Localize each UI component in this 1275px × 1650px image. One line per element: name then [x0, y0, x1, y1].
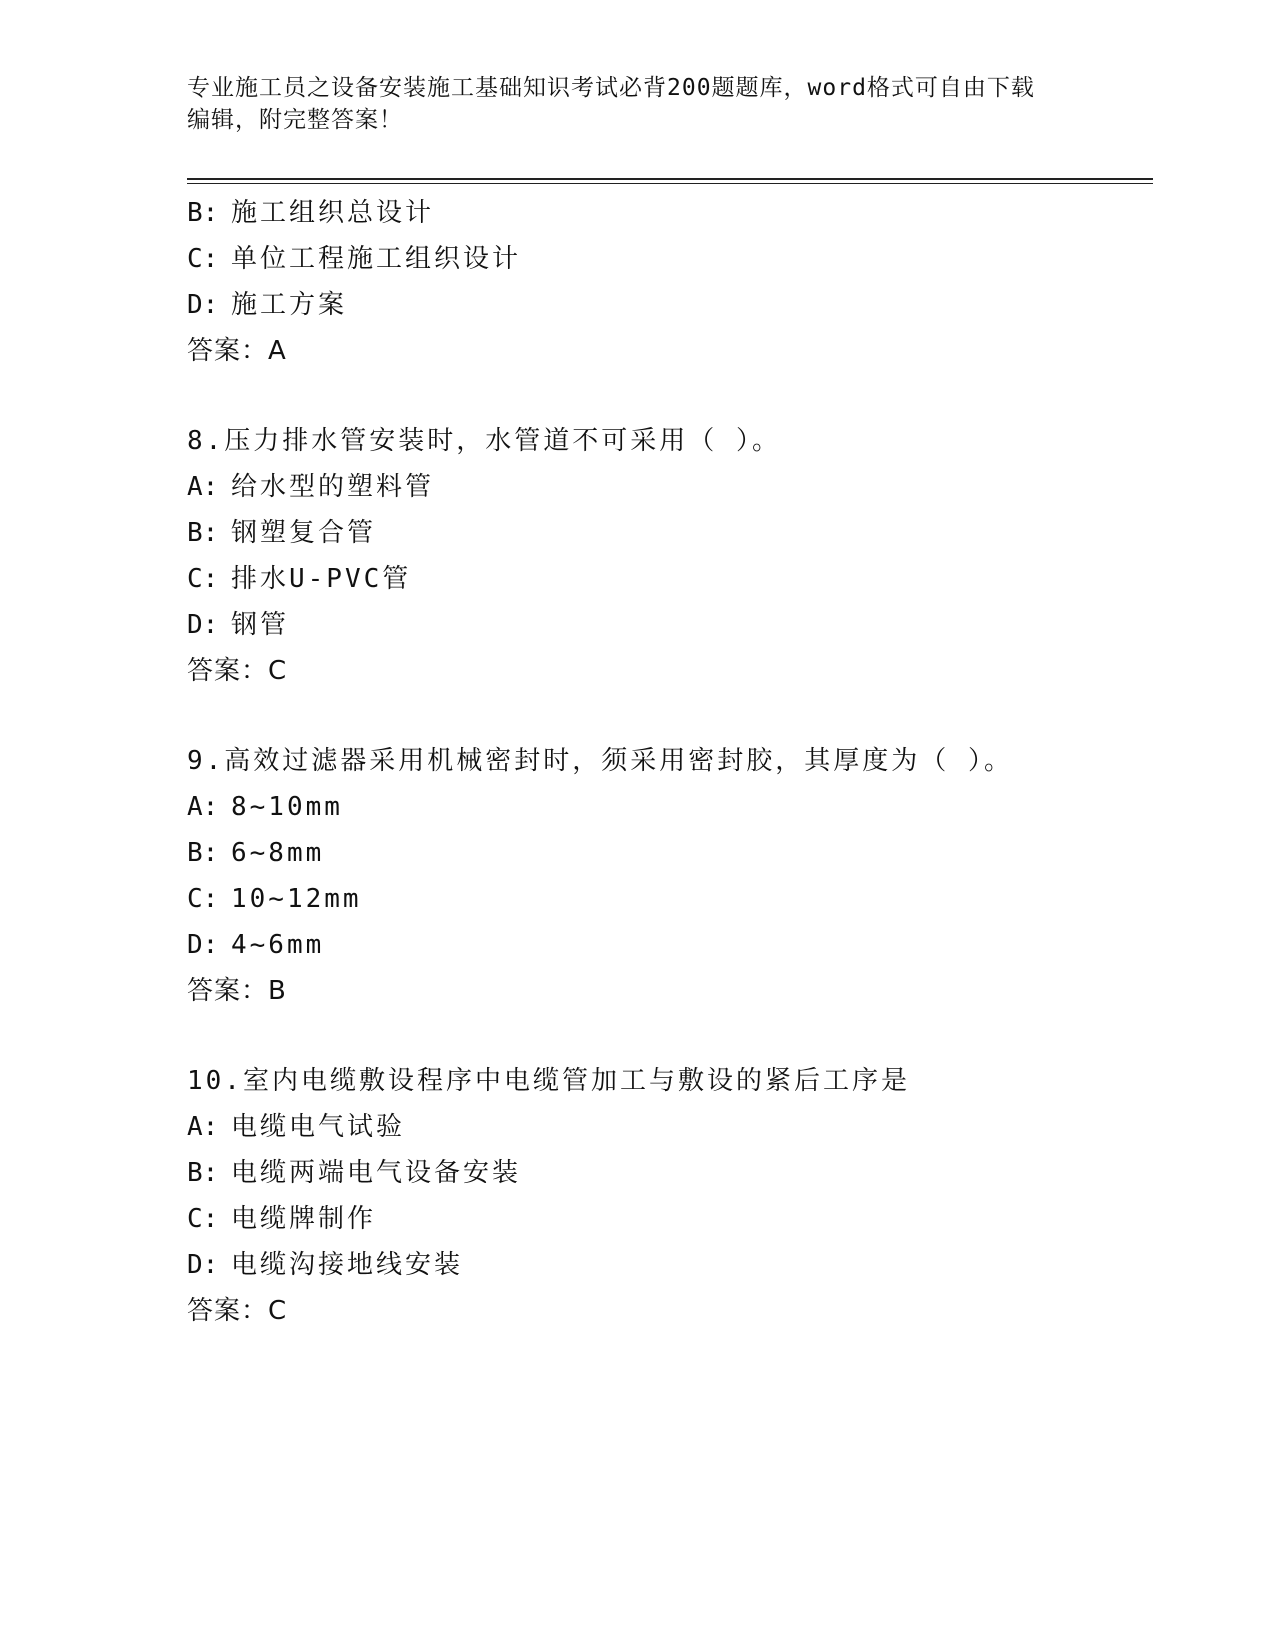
option-b: [187, 510, 1147, 556]
option-letter: B:: [187, 838, 219, 868]
option-letter: A:: [187, 1112, 219, 1142]
answer-line: 答案：B: [187, 976, 287, 1006]
header-line-2: 编辑，附完整答案！: [187, 107, 403, 133]
option-a: [187, 1104, 1147, 1150]
spacer: [187, 374, 1147, 418]
answer-line: 答案：C: [187, 656, 288, 686]
question-stem: 10.室内电缆敷设程序中电缆管加工与敷设的紧后工序是: [187, 1066, 910, 1096]
option-text: 施工方案: [231, 290, 348, 320]
option-letter: C:: [187, 1204, 219, 1234]
header-line-1: 专业施工员之设备安装施工基础知识考试必背200题题库，word格式可自由下载: [187, 75, 1035, 101]
option-text: 单位工程施工组织设计: [231, 244, 522, 274]
option-a: [187, 784, 1147, 830]
option-d: [187, 282, 1147, 328]
option-c: [187, 556, 1147, 602]
option-letter: D:: [187, 930, 219, 960]
option-text: 钢管: [231, 610, 290, 640]
question-stem: 8.压力排水管安装时，水管道不可采用（ ）。: [187, 426, 781, 456]
option-letter: C:: [187, 564, 219, 594]
option-letter: A:: [187, 472, 219, 502]
option-letter: B:: [187, 198, 219, 228]
document-header: [187, 72, 1067, 136]
question-list: [187, 190, 1147, 1334]
option-text: 4~6mm: [231, 930, 325, 960]
option-a: [187, 464, 1147, 510]
spacer: [187, 694, 1147, 738]
option-text: 施工组织总设计: [231, 198, 435, 228]
option-text: 电缆沟接地线安装: [231, 1250, 464, 1280]
option-d: [187, 1242, 1147, 1288]
option-d: [187, 922, 1147, 968]
option-text: 钢塑复合管: [231, 518, 377, 548]
option-text: 电缆两端电气设备安装: [231, 1158, 522, 1188]
option-letter: C:: [187, 244, 219, 274]
answer-line: 答案：C: [187, 1296, 288, 1326]
question-8: [187, 418, 1147, 694]
option-text: 电缆电气试验: [231, 1112, 406, 1142]
option-letter: D:: [187, 1250, 219, 1280]
question-7-tail: [187, 190, 1147, 374]
option-c: [187, 236, 1147, 282]
option-letter: D:: [187, 610, 219, 640]
header-divider-thin: [187, 183, 1153, 184]
option-c: [187, 876, 1147, 922]
option-letter: B:: [187, 518, 219, 548]
option-text: 电缆牌制作: [231, 1204, 377, 1234]
option-text: 6~8mm: [231, 838, 325, 868]
header-divider-thick: [187, 178, 1153, 180]
option-d: [187, 602, 1147, 648]
option-text: 给水型的塑料管: [231, 472, 435, 502]
question-9: [187, 738, 1147, 1014]
option-letter: D:: [187, 290, 219, 320]
option-c: [187, 1196, 1147, 1242]
question-stem: 9.高效过滤器采用机械密封时，须采用密封胶，其厚度为（ ）。: [187, 746, 1013, 776]
option-text: 10~12mm: [231, 884, 362, 914]
spacer: [187, 1014, 1147, 1058]
option-b: [187, 190, 1147, 236]
answer-line: 答案：A: [187, 336, 287, 366]
option-letter: C:: [187, 884, 219, 914]
option-text: 8~10mm: [231, 792, 343, 822]
question-10: [187, 1058, 1147, 1334]
option-letter: A:: [187, 792, 219, 822]
option-b: [187, 830, 1147, 876]
option-letter: B:: [187, 1158, 219, 1188]
option-b: [187, 1150, 1147, 1196]
option-text: 排水U-PVC管: [231, 564, 412, 594]
